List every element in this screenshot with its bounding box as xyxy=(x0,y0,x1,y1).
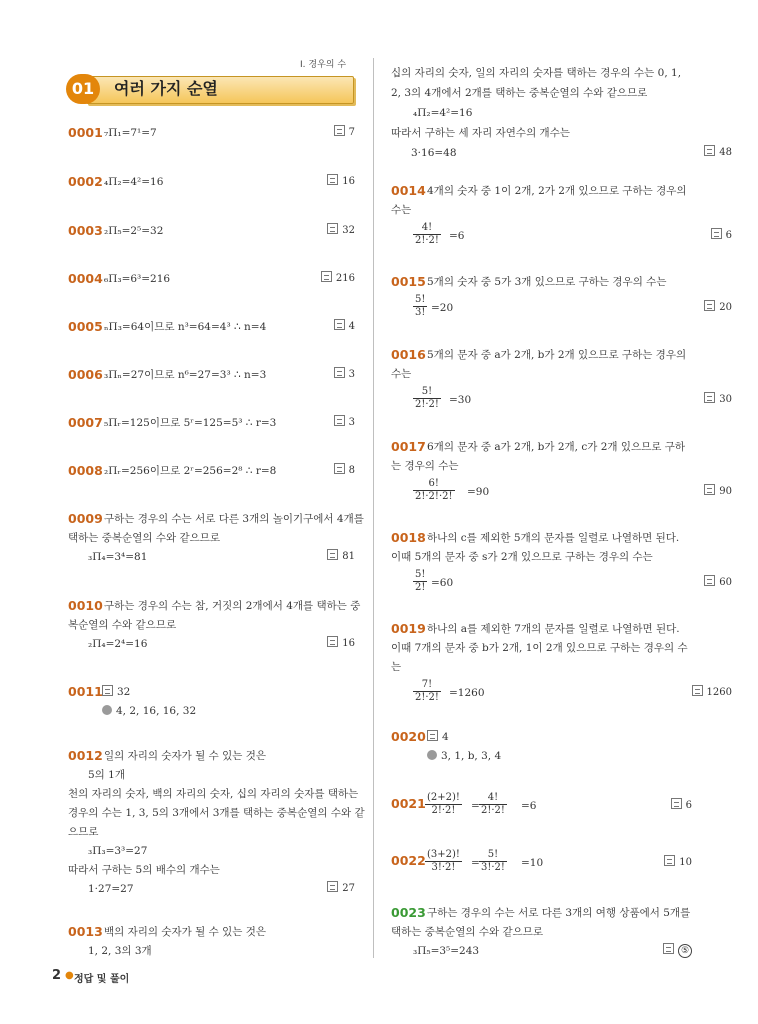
problem-number: 0001 xyxy=(68,125,103,140)
problem-expression: ₙΠ₃=64이므로 n³=64=4³ ∴ n=4 xyxy=(104,321,267,333)
fraction-denominator: 2! xyxy=(415,582,426,593)
fraction-numerator: 5! xyxy=(415,294,426,305)
answer-value: 32 xyxy=(342,225,355,236)
answer-mark xyxy=(671,797,692,815)
answer-mark xyxy=(327,222,355,240)
problem-line: 수는 xyxy=(391,204,412,216)
problem-line: 6개의 문자 중 a가 2개, b가 2개, c가 2개 있으므로 구하 xyxy=(427,441,686,453)
answer-mark xyxy=(664,854,692,872)
answer-mark xyxy=(334,414,355,432)
problem-answer xyxy=(427,728,449,746)
bullet-icon: ● xyxy=(65,970,74,981)
problem-number: 0018 xyxy=(391,530,426,545)
problem-number: 0014 xyxy=(391,183,426,198)
fraction xyxy=(413,679,441,704)
fraction-result: =90 xyxy=(467,486,490,498)
problem-number: 0023 xyxy=(391,905,426,920)
answer-value: 4 xyxy=(348,321,355,332)
equals-sign: = xyxy=(471,857,480,869)
problem-steps xyxy=(427,747,501,765)
problem-line: ₃Π₅=3⁵=243 xyxy=(413,945,480,957)
fraction-denominator: 3!·2! xyxy=(481,862,505,873)
problem-expression: ₂Π₅=2⁵=32 xyxy=(104,225,164,237)
fraction xyxy=(479,849,507,874)
fraction-numerator: (2+2)! xyxy=(427,792,460,803)
problem-number: 0006 xyxy=(68,367,103,382)
section-header xyxy=(66,74,356,104)
problem-line: ₂Π₄=2⁴=16 xyxy=(88,638,148,650)
answer-box-icon xyxy=(711,228,722,239)
answer-box-icon xyxy=(671,798,682,809)
problem-line: 백의 자리의 숫자가 될 수 있는 것은 xyxy=(104,926,267,938)
answer-mark xyxy=(321,270,355,288)
problem-line: 5의 1개 xyxy=(88,769,125,781)
problem-line: 는 xyxy=(391,661,402,673)
answer-box-icon xyxy=(692,685,703,696)
fraction-denominator: 2!·2! xyxy=(415,235,439,246)
answer-box-icon xyxy=(704,484,715,495)
fraction-denominator: 2!·2! xyxy=(415,692,439,703)
answer-mark xyxy=(334,366,355,384)
problem-number: 0019 xyxy=(391,621,426,636)
answer-value: 30 xyxy=(719,394,732,405)
problem-line: 5개의 숫자 중 5가 3개 있으므로 구하는 경우의 수는 xyxy=(427,276,667,288)
answer-box-icon xyxy=(327,174,338,185)
problem-line: 구하는 경우의 수는 참, 거짓의 2개에서 4개를 택하는 중 xyxy=(104,600,361,612)
steps-value: 3, 1, b, 3, 4 xyxy=(441,750,502,762)
answer-value: 4 xyxy=(442,731,449,743)
equals-sign: = xyxy=(471,800,480,812)
answer-box-icon xyxy=(704,300,715,311)
fraction-result: =1260 xyxy=(449,687,485,699)
answer-box-icon xyxy=(334,367,345,378)
section-number: 01 xyxy=(66,74,100,104)
problem-line: ₄Π₂=4²=16 xyxy=(413,107,473,119)
problem-number: 0004 xyxy=(68,271,103,286)
answer-box-icon xyxy=(334,319,345,330)
answer-box-icon xyxy=(427,730,438,741)
problem-number: 0009 xyxy=(68,511,103,526)
problem-line: 1, 2, 3의 3개 xyxy=(88,945,152,957)
problem-number: 0003 xyxy=(68,223,103,238)
problem-line: 이때 7개의 문자 중 b가 2개, 1이 2개 있으므로 구하는 경우의 수 xyxy=(391,642,688,654)
problem-line: 복순열의 수와 같으므로 xyxy=(68,619,177,631)
problem-line: ₃Π₃=3³=27 xyxy=(88,845,148,857)
answer-value: 10 xyxy=(679,857,692,868)
problem-line: 수는 xyxy=(391,368,412,380)
problem-number: 0016 xyxy=(391,347,426,362)
answer-box-icon xyxy=(704,575,715,586)
answer-value: 27 xyxy=(342,883,355,894)
problem-line: 하나의 a를 제외한 7개의 문자를 일렬로 나열하면 된다. xyxy=(427,623,680,635)
answer-value: 60 xyxy=(719,577,732,588)
fraction-denominator: 2!·2!·2! xyxy=(415,491,453,502)
answer-value: 16 xyxy=(342,638,355,649)
fraction-result: =30 xyxy=(449,394,472,406)
column-divider xyxy=(373,58,374,958)
fraction-numerator: 4! xyxy=(479,792,507,805)
problem-line: 구하는 경우의 수는 서로 다른 3개의 놀이기구에서 4개를 xyxy=(104,513,364,525)
problem-number: 0017 xyxy=(391,439,426,454)
answer-value: 1260 xyxy=(706,687,732,698)
answer-value: 90 xyxy=(719,486,732,497)
answer-mark xyxy=(692,684,732,702)
problem-number: 0013 xyxy=(68,924,103,939)
problem-answer xyxy=(102,683,130,701)
answer-value: 6 xyxy=(725,230,732,241)
answer-value: 216 xyxy=(335,273,355,284)
answer-mark xyxy=(334,462,355,480)
fraction-denominator: 3!·2! xyxy=(431,862,456,873)
problem-number: 0020 xyxy=(391,729,426,744)
answer-mark xyxy=(334,318,355,336)
fraction-denominator: 3! xyxy=(415,307,426,318)
problem-expression: ₄Π₂=4²=16 xyxy=(104,176,164,188)
answer-box-icon xyxy=(321,271,332,282)
answer-mark xyxy=(704,144,732,162)
problem-line: 구하는 경우의 수는 서로 다른 3개의 여행 상품에서 5개를 xyxy=(427,907,691,919)
answer-value: 81 xyxy=(342,551,355,562)
problem-expression: ₅Πᵣ=125이므로 5ʳ=125=5³ ∴ r=3 xyxy=(104,417,277,429)
answer-box-icon xyxy=(102,685,113,696)
fraction xyxy=(413,386,441,411)
fraction xyxy=(413,222,441,247)
problem-line: 으므로 xyxy=(68,826,99,838)
fraction-denominator: 2!·2! xyxy=(481,805,505,816)
problem-expression: ₃Πₙ=27이므로 n⁶=27=3³ ∴ n=3 xyxy=(104,369,267,381)
answer-box-icon xyxy=(327,881,338,892)
problem-line: 일의 자리의 숫자가 될 수 있는 것은 xyxy=(104,750,267,762)
answer-box-icon xyxy=(327,636,338,647)
answer-box-icon xyxy=(327,223,338,234)
answer-mark xyxy=(327,548,355,566)
answer-mark xyxy=(663,942,692,960)
problem-line: 경우의 수는 1, 3, 5의 3개에서 3개를 택하는 중복순열의 수와 같 xyxy=(68,807,365,819)
answer-value: 16 xyxy=(342,176,355,187)
fraction-numerator: (3+2)! xyxy=(427,849,460,860)
problem-number: 0007 xyxy=(68,415,103,430)
page-number: 2 xyxy=(52,968,62,983)
fraction-numerator: 6! xyxy=(413,478,455,491)
problem-line: 5개의 문자 중 a가 2개, b가 2개 있으므로 구하는 경우의 xyxy=(427,349,687,361)
answer-box-icon xyxy=(663,943,674,954)
problem-number: 0002 xyxy=(68,174,103,189)
problem-line: 1·27=27 xyxy=(88,883,134,895)
problem-number: 0021 xyxy=(391,796,426,811)
answer-value: 20 xyxy=(719,302,732,313)
step-circle-icon xyxy=(102,705,112,715)
fraction xyxy=(413,478,455,503)
fraction-denominator: 2!·2! xyxy=(431,805,456,816)
footer-label: 정답 및 풀이 xyxy=(74,974,130,985)
answer-box-icon xyxy=(327,549,338,560)
problem-number: 0015 xyxy=(391,274,426,289)
fraction xyxy=(413,569,427,594)
answer-mark xyxy=(334,124,355,142)
fraction-result: =6 xyxy=(521,800,537,812)
answer-value: 32 xyxy=(117,686,131,698)
problem-line: 천의 자리의 숫자, 백의 자리의 숫자, 십의 자리의 숫자를 택하는 xyxy=(68,788,359,800)
fraction-numerator: 5! xyxy=(415,569,426,580)
answer-value: 6 xyxy=(685,800,692,811)
fraction-denominator: 2!·2! xyxy=(415,399,439,410)
answer-mark xyxy=(704,391,732,409)
answer-box-icon xyxy=(334,415,345,426)
answer-box-icon xyxy=(334,125,345,136)
fraction-numerator: 5! xyxy=(479,849,507,862)
answer-mark xyxy=(704,299,732,317)
problem-expression: ₇Π₁=7¹=7 xyxy=(104,127,157,139)
problem-number: 0022 xyxy=(391,853,426,868)
answer-mark xyxy=(327,635,355,653)
problem-line: 2, 3의 4개에서 2개를 택하는 중복순열의 수와 같으므로 xyxy=(391,87,648,99)
breadcrumb: Ⅰ. 경우의 수 xyxy=(300,60,347,70)
problem-line: 따라서 구하는 5의 배수의 개수는 xyxy=(68,864,220,876)
problem-line: 3·16=48 xyxy=(411,147,457,159)
answer-box-icon xyxy=(704,145,715,156)
fraction xyxy=(425,792,462,817)
problem-line: 이때 5개의 문자 중 s가 2개 있으므로 구하는 경우의 수는 xyxy=(391,551,653,563)
fraction-result: =20 xyxy=(431,302,454,314)
problem-number: 0012 xyxy=(68,748,103,763)
problem-line: 택하는 중복순열의 수와 같으므로 xyxy=(391,926,544,938)
answer-mark xyxy=(327,880,355,898)
answer-box-icon xyxy=(334,463,345,474)
answer-value: 8 xyxy=(348,465,355,476)
problem-number: 0010 xyxy=(68,598,103,613)
problem-steps xyxy=(102,702,196,720)
problem-line: 는 경우의 수는 xyxy=(391,460,459,472)
problem-number: 0008 xyxy=(68,463,103,478)
fraction xyxy=(413,294,427,319)
answer-mark xyxy=(704,574,732,592)
section-title: 여러 가지 순열 xyxy=(114,79,218,98)
problem-expression: ₆Π₃=6³=216 xyxy=(104,273,171,285)
fraction xyxy=(479,792,507,817)
problem-line: 택하는 중복순열의 수와 같으므로 xyxy=(68,532,221,544)
fraction-result: =60 xyxy=(431,577,454,589)
problem-line: 따라서 구하는 세 자리 자연수의 개수는 xyxy=(391,127,570,139)
steps-value: 4, 2, 16, 16, 32 xyxy=(116,705,197,717)
fraction-result: =6 xyxy=(449,230,465,242)
answer-value: 3 xyxy=(348,417,355,428)
problem-line: 4개의 숫자 중 1이 2개, 2가 2개 있으므로 구하는 경우의 xyxy=(427,185,687,197)
answer-mark xyxy=(327,173,355,191)
problem-number: 0005 xyxy=(68,319,103,334)
answer-value: ⑤ xyxy=(678,944,692,958)
step-circle-icon xyxy=(427,750,437,760)
answer-value: 48 xyxy=(719,147,732,158)
answer-mark xyxy=(704,483,732,501)
fraction-numerator: 4! xyxy=(413,222,441,235)
answer-value: 3 xyxy=(348,369,355,380)
problem-number: 0011 xyxy=(68,684,103,699)
fraction xyxy=(425,849,462,874)
problem-line: 하나의 c를 제외한 5개의 문자를 일렬로 나열하면 된다. xyxy=(427,532,680,544)
answer-mark xyxy=(711,227,732,245)
problem-expression: ₂Πᵣ=256이므로 2ʳ=256=2⁸ ∴ r=8 xyxy=(104,465,277,477)
answer-value: 7 xyxy=(348,127,355,138)
fraction-result: =10 xyxy=(521,857,544,869)
answer-box-icon xyxy=(704,392,715,403)
problem-line: ₃Π₄=3⁴=81 xyxy=(88,551,148,563)
problem-line: 십의 자리의 숫자, 일의 자리의 숫자를 택하는 경우의 수는 0, 1, xyxy=(391,67,682,79)
answer-box-icon xyxy=(664,855,675,866)
fraction-numerator: 7! xyxy=(413,679,441,692)
fraction-numerator: 5! xyxy=(413,386,441,399)
